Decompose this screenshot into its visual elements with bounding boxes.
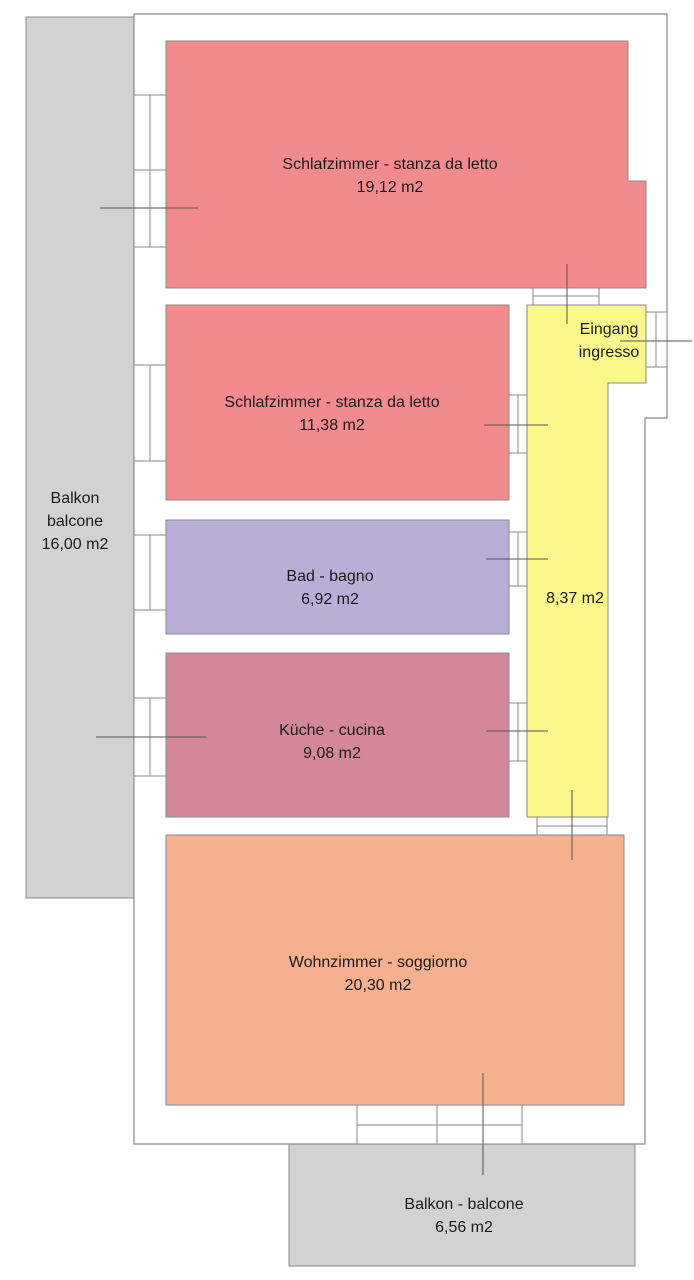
balcony-side-name-line2: balcone [46, 513, 104, 530]
balcony-side-area: 16,00 m2 [41, 536, 109, 553]
hallway-name-line2: ingresso [578, 344, 640, 361]
hallway-name-line1: Eingang [579, 321, 639, 338]
living-name: Wohnzimmer - soggiorno [288, 954, 468, 971]
window-bedroom-large [134, 95, 166, 247]
bathroom-area: 6,92 m2 [301, 591, 359, 608]
bathroom-name: Bad - bagno [286, 568, 374, 585]
window-bathroom [134, 535, 166, 610]
bedroom-large-area: 19,12 m2 [356, 179, 424, 196]
kitchen-name: Küche - cucina [279, 722, 385, 739]
living-area: 20,30 m2 [344, 977, 412, 994]
bedroom-small-area: 11,38 m2 [299, 417, 365, 434]
balcony-side [26, 17, 134, 898]
balcony-door [357, 1105, 522, 1144]
bedroom-small-name: Schlafzimmer - stanza da letto [224, 394, 440, 411]
hallway-area: 8,37 m2 [546, 590, 604, 607]
balcony-side-name-line1: Balkon [50, 490, 100, 507]
balcony-bottom-name: Balkon - balcone [404, 1196, 524, 1213]
bedroom-large-name: Schlafzimmer - stanza da letto [282, 156, 498, 173]
door-kitchen [509, 703, 527, 761]
door-bedroom-small [509, 395, 527, 453]
door-bedroom-large [533, 288, 599, 305]
balcony-bottom-area: 6,56 m2 [435, 1219, 493, 1236]
window-bedroom-small [134, 365, 166, 461]
kitchen-area: 9,08 m2 [303, 745, 361, 762]
door-entrance [646, 312, 667, 367]
